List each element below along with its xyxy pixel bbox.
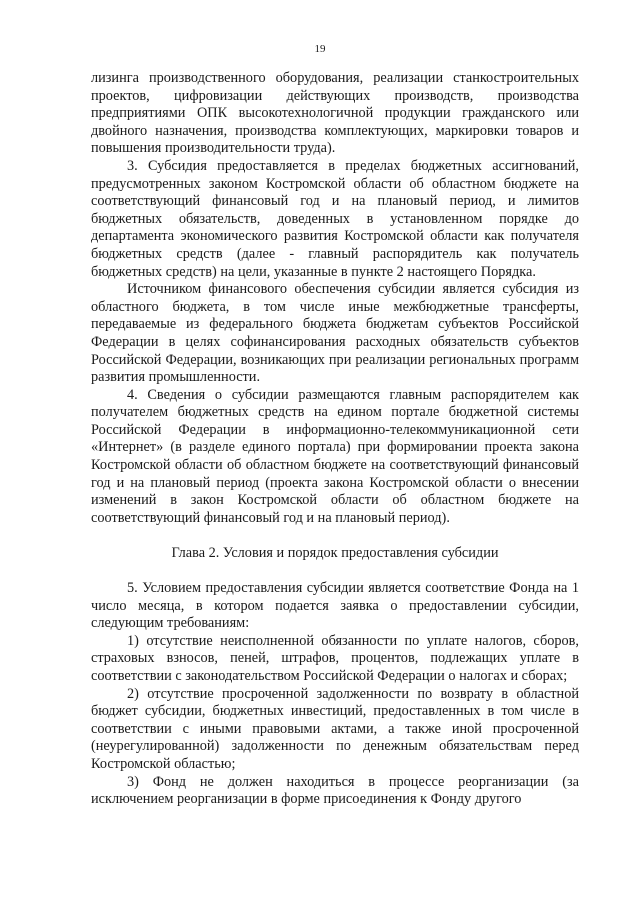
paragraph-5-item-3: 3) Фонд не должен находиться в процессе реорганизации (за исключением реорганизации в форме присоединения к Фонду другого [91, 773, 579, 808]
paragraph-4: 4. Сведения о субсидии размещаются главным распорядителем как получателем бюджетных средств на едином портале бюджетной системы Российской Федерации в информационно-телекоммуникационной сети «Интернет» (в разделе единого портала) при формировании проекта закона Костромской области об областном бюджете на соответствующий финансовый год и на плановый период (проекта закона Костромской области о внесении изменений в закон Костромской области об областном бюджете на соответствующий финансовый год и на плановый период). [91, 386, 579, 526]
paragraph-continuation: лизинга производственного оборудования, реализации станкостроительных проектов, цифровизации действующих производств, производства предприятиями ОПК высокотехнологичной продукции гражданского или двойного назначения, производства комплектующих, маркировки товаров и повышения производительности труда). [91, 70, 579, 157]
paragraph-3: 3. Субсидия предоставляется в пределах бюджетных ассигнований, предусмотренных законом Костромской области об областном бюджете на соответствующий финансовый год и на плановый период, и лимитов бюджетных обязательств, доведенных в установленном порядке до департамента экономического развития Костромской области как получателя бюджетных средств (далее - главный распорядитель как получатель бюджетных средств) на цели, указанные в пункте 2 настоящего Порядка. [91, 157, 579, 280]
paragraph-3-funding-source: Источником финансового обеспечения субсидии является субсидия из областного бюджета, в том числе иные межбюджетные трансферты, передаваемые из федерального бюджета бюджетам субъектов Российской Федерации в целях софинансирования расходных обязательств субъектов Российской Федерации, возникающих при реализации региональных программ развития промышленности. [91, 281, 579, 386]
page-number: 19 [314, 43, 326, 55]
paragraph-5-item-2: 2) отсутствие просроченной задолженности по возврату в областной бюджет субсидии, бюджетных инвестиций, предоставленных в том числе в соответствии с иными правовыми актами, а также иной просроченной (неурегулированной) задолженности по денежным обязательствам перед Костромской областью; [91, 685, 579, 772]
paragraph-5: 5. Условием предоставления субсидии является соответствие Фонда на 1 число месяца, в котором подается заявка о предоставлении субсидии, следующим требованиям: [91, 580, 579, 632]
paragraph-5-item-1: 1) отсутствие неисполненной обязанности по уплате налогов, сборов, страховых взносов, пеней, штрафов, процентов, подлежащих уплате в соответствии с законодательством Российской Федерации о налогах и сборах; [91, 632, 579, 684]
chapter-heading: Глава 2. Условия и порядок предоставления субсидии [171, 545, 499, 562]
document-body [91, 70, 579, 809]
